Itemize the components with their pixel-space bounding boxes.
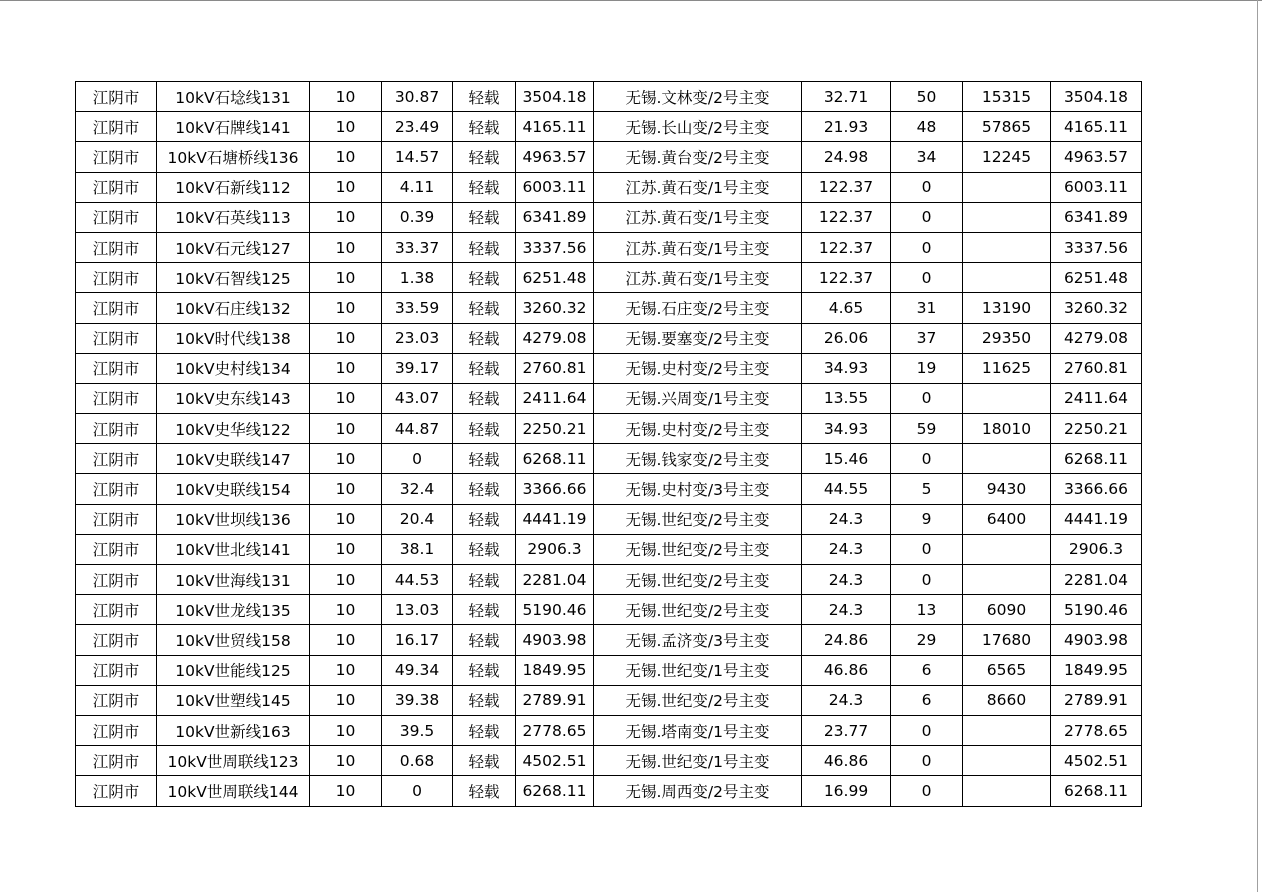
cell-count: 0 [891,776,963,806]
cell-load-rate: 0.39 [382,202,453,232]
table-row [76,474,1142,504]
cell-feeder-name: 10kV世塑线145 [157,685,310,715]
cell-value-a: 4963.57 [516,142,594,172]
cell-substation-transformer: 无锡.史村变/2号主变 [594,414,802,444]
cell-capacity: 6090 [963,595,1051,625]
cell-feeder-name: 10kV世龙线135 [157,595,310,625]
cell-feeder-name: 10kV世海线131 [157,565,310,595]
cell-count: 31 [891,293,963,323]
cell-load-status: 轻载 [453,353,516,383]
cell-voltage-kv: 10 [310,685,382,715]
cell-capacity [963,383,1051,413]
cell-value-b: 5190.46 [1051,595,1142,625]
table-row [76,353,1142,383]
cell-capacity: 6565 [963,655,1051,685]
cell-count: 0 [891,202,963,232]
cell-capacity: 11625 [963,353,1051,383]
cell-transformer-load: 16.99 [802,776,891,806]
cell-value-a: 4502.51 [516,746,594,776]
cell-value-b: 6268.11 [1051,776,1142,806]
cell-substation-transformer: 无锡.黄台变/2号主变 [594,142,802,172]
cell-count: 6 [891,655,963,685]
cell-city: 江阴市 [76,112,157,142]
cell-substation-transformer: 无锡.世纪变/1号主变 [594,746,802,776]
cell-transformer-load: 34.93 [802,414,891,444]
cell-transformer-load: 46.86 [802,746,891,776]
cell-value-b: 4903.98 [1051,625,1142,655]
cell-substation-transformer: 无锡.钱家变/2号主变 [594,444,802,474]
cell-voltage-kv: 10 [310,474,382,504]
table-row [76,534,1142,564]
cell-value-b: 1849.95 [1051,655,1142,685]
cell-load-rate: 16.17 [382,625,453,655]
cell-value-a: 1849.95 [516,655,594,685]
cell-load-rate: 39.38 [382,685,453,715]
cell-transformer-load: 46.86 [802,655,891,685]
cell-substation-transformer: 无锡.长山变/2号主变 [594,112,802,142]
cell-feeder-name: 10kV史联线154 [157,474,310,504]
cell-count: 0 [891,746,963,776]
cell-value-b: 6268.11 [1051,444,1142,474]
cell-voltage-kv: 10 [310,142,382,172]
cell-value-b: 2778.65 [1051,715,1142,745]
cell-voltage-kv: 10 [310,595,382,625]
cell-load-status: 轻载 [453,534,516,564]
cell-voltage-kv: 10 [310,263,382,293]
table-row [76,263,1142,293]
cell-city: 江阴市 [76,172,157,202]
table-row [76,504,1142,534]
cell-voltage-kv: 10 [310,414,382,444]
cell-load-status: 轻载 [453,715,516,745]
cell-transformer-load: 13.55 [802,383,891,413]
cell-substation-transformer: 无锡.世纪变/2号主变 [594,534,802,564]
cell-value-b: 3337.56 [1051,232,1142,262]
cell-load-rate: 44.87 [382,414,453,444]
cell-load-rate: 0 [382,444,453,474]
table-body [76,82,1142,807]
cell-transformer-load: 122.37 [802,263,891,293]
cell-load-rate: 30.87 [382,82,453,112]
cell-value-a: 2411.64 [516,383,594,413]
cell-transformer-load: 24.3 [802,685,891,715]
cell-city: 江阴市 [76,474,157,504]
cell-feeder-name: 10kV史村线134 [157,353,310,383]
cell-count: 0 [891,565,963,595]
table-row [76,565,1142,595]
cell-feeder-name: 10kV史华线122 [157,414,310,444]
cell-feeder-name: 10kV石英线113 [157,202,310,232]
cell-count: 0 [891,715,963,745]
cell-voltage-kv: 10 [310,655,382,685]
cell-value-a: 4165.11 [516,112,594,142]
cell-capacity: 57865 [963,112,1051,142]
cell-value-b: 3260.32 [1051,293,1142,323]
cell-city: 江阴市 [76,565,157,595]
cell-city: 江阴市 [76,655,157,685]
table-row [76,323,1142,353]
cell-voltage-kv: 10 [310,565,382,595]
cell-value-a: 2760.81 [516,353,594,383]
cell-value-b: 6341.89 [1051,202,1142,232]
cell-city: 江阴市 [76,232,157,262]
cell-city: 江阴市 [76,353,157,383]
cell-transformer-load: 26.06 [802,323,891,353]
table-row [76,202,1142,232]
cell-transformer-load: 24.3 [802,595,891,625]
data-table [75,81,1142,807]
cell-voltage-kv: 10 [310,625,382,655]
cell-count: 50 [891,82,963,112]
cell-load-rate: 43.07 [382,383,453,413]
cell-voltage-kv: 10 [310,323,382,353]
cell-feeder-name: 10kV石新线112 [157,172,310,202]
cell-voltage-kv: 10 [310,202,382,232]
cell-count: 0 [891,172,963,202]
cell-value-a: 3337.56 [516,232,594,262]
page-right-border [1257,0,1258,892]
cell-substation-transformer: 无锡.史村变/2号主变 [594,353,802,383]
cell-value-b: 2789.91 [1051,685,1142,715]
table-row [76,655,1142,685]
cell-city: 江阴市 [76,685,157,715]
cell-substation-transformer: 无锡.世纪变/1号主变 [594,655,802,685]
table-row [76,232,1142,262]
table-row [76,595,1142,625]
cell-substation-transformer: 无锡.塔南变/1号主变 [594,715,802,745]
cell-load-status: 轻载 [453,444,516,474]
cell-city: 江阴市 [76,414,157,444]
cell-transformer-load: 122.37 [802,232,891,262]
table-row [76,172,1142,202]
cell-load-rate: 23.03 [382,323,453,353]
cell-load-rate: 49.34 [382,655,453,685]
cell-capacity [963,534,1051,564]
table-row [76,142,1142,172]
cell-feeder-name: 10kV世周联线123 [157,746,310,776]
cell-count: 0 [891,263,963,293]
cell-feeder-name: 10kV世能线125 [157,655,310,685]
cell-count: 9 [891,504,963,534]
cell-feeder-name: 10kV史东线143 [157,383,310,413]
cell-city: 江阴市 [76,595,157,625]
cell-load-status: 轻载 [453,595,516,625]
cell-capacity: 15315 [963,82,1051,112]
cell-value-a: 6003.11 [516,172,594,202]
cell-load-rate: 1.38 [382,263,453,293]
cell-load-status: 轻载 [453,474,516,504]
cell-voltage-kv: 10 [310,776,382,806]
cell-load-status: 轻载 [453,776,516,806]
cell-transformer-load: 24.3 [802,504,891,534]
cell-value-b: 2906.3 [1051,534,1142,564]
cell-load-status: 轻载 [453,112,516,142]
cell-load-status: 轻载 [453,142,516,172]
cell-feeder-name: 10kV石智线125 [157,263,310,293]
cell-capacity [963,565,1051,595]
cell-voltage-kv: 10 [310,746,382,776]
cell-city: 江阴市 [76,625,157,655]
cell-transformer-load: 4.65 [802,293,891,323]
cell-substation-transformer: 无锡.世纪变/2号主变 [594,565,802,595]
cell-city: 江阴市 [76,746,157,776]
cell-transformer-load: 24.98 [802,142,891,172]
cell-feeder-name: 10kV石塘桥线136 [157,142,310,172]
cell-substation-transformer: 无锡.史村变/3号主变 [594,474,802,504]
cell-substation-transformer: 无锡.世纪变/2号主变 [594,685,802,715]
cell-load-status: 轻载 [453,565,516,595]
cell-value-b: 3504.18 [1051,82,1142,112]
cell-load-status: 轻载 [453,232,516,262]
cell-count: 0 [891,444,963,474]
cell-city: 江阴市 [76,504,157,534]
cell-substation-transformer: 无锡.石庄变/2号主变 [594,293,802,323]
cell-voltage-kv: 10 [310,504,382,534]
cell-value-a: 2778.65 [516,715,594,745]
cell-voltage-kv: 10 [310,444,382,474]
table-row [76,715,1142,745]
cell-city: 江阴市 [76,202,157,232]
cell-substation-transformer: 无锡.世纪变/2号主变 [594,504,802,534]
cell-voltage-kv: 10 [310,383,382,413]
cell-voltage-kv: 10 [310,232,382,262]
cell-value-b: 4279.08 [1051,323,1142,353]
cell-substation-transformer: 无锡.要塞变/2号主变 [594,323,802,353]
cell-count: 37 [891,323,963,353]
cell-count: 59 [891,414,963,444]
cell-capacity: 29350 [963,323,1051,353]
cell-capacity: 18010 [963,414,1051,444]
cell-value-a: 3260.32 [516,293,594,323]
cell-transformer-load: 21.93 [802,112,891,142]
cell-value-b: 2281.04 [1051,565,1142,595]
cell-city: 江阴市 [76,82,157,112]
cell-substation-transformer: 无锡.文林变/2号主变 [594,82,802,112]
cell-load-status: 轻载 [453,414,516,444]
cell-city: 江阴市 [76,534,157,564]
cell-value-a: 2906.3 [516,534,594,564]
cell-value-b: 6003.11 [1051,172,1142,202]
cell-city: 江阴市 [76,142,157,172]
table-row [76,414,1142,444]
cell-substation-transformer: 无锡.兴周变/1号主变 [594,383,802,413]
cell-load-status: 轻载 [453,655,516,685]
cell-value-a: 4903.98 [516,625,594,655]
cell-load-rate: 4.11 [382,172,453,202]
cell-value-a: 6268.11 [516,776,594,806]
cell-load-status: 轻载 [453,263,516,293]
cell-substation-transformer: 江苏.黄石变/1号主变 [594,263,802,293]
cell-feeder-name: 10kV石元线127 [157,232,310,262]
cell-load-rate: 33.59 [382,293,453,323]
cell-load-status: 轻载 [453,202,516,232]
cell-value-b: 3366.66 [1051,474,1142,504]
cell-load-rate: 23.49 [382,112,453,142]
cell-value-a: 5190.46 [516,595,594,625]
cell-load-status: 轻载 [453,323,516,353]
cell-capacity: 13190 [963,293,1051,323]
cell-feeder-name: 10kV石庄线132 [157,293,310,323]
cell-voltage-kv: 10 [310,293,382,323]
cell-count: 0 [891,383,963,413]
cell-load-status: 轻载 [453,172,516,202]
cell-value-a: 3504.18 [516,82,594,112]
table-row [76,685,1142,715]
cell-transformer-load: 24.3 [802,534,891,564]
cell-value-a: 4441.19 [516,504,594,534]
cell-city: 江阴市 [76,263,157,293]
cell-load-rate: 44.53 [382,565,453,595]
cell-substation-transformer: 无锡.世纪变/2号主变 [594,595,802,625]
cell-feeder-name: 10kV世坝线136 [157,504,310,534]
cell-substation-transformer: 江苏.黄石变/1号主变 [594,202,802,232]
cell-capacity [963,232,1051,262]
cell-count: 29 [891,625,963,655]
cell-voltage-kv: 10 [310,534,382,564]
cell-value-a: 6268.11 [516,444,594,474]
cell-load-rate: 20.4 [382,504,453,534]
cell-count: 6 [891,685,963,715]
cell-city: 江阴市 [76,293,157,323]
cell-load-rate: 32.4 [382,474,453,504]
cell-load-rate: 13.03 [382,595,453,625]
cell-feeder-name: 10kV世周联线144 [157,776,310,806]
cell-transformer-load: 15.46 [802,444,891,474]
cell-feeder-name: 10kV世新线163 [157,715,310,745]
cell-feeder-name: 10kV石牌线141 [157,112,310,142]
cell-voltage-kv: 10 [310,715,382,745]
cell-feeder-name: 10kV史联线147 [157,444,310,474]
cell-load-status: 轻载 [453,383,516,413]
cell-transformer-load: 32.71 [802,82,891,112]
cell-feeder-name: 10kV世北线141 [157,534,310,564]
cell-substation-transformer: 江苏.黄石变/1号主变 [594,232,802,262]
cell-load-rate: 0.68 [382,746,453,776]
cell-transformer-load: 34.93 [802,353,891,383]
cell-count: 34 [891,142,963,172]
cell-value-a: 4279.08 [516,323,594,353]
cell-count: 5 [891,474,963,504]
cell-load-rate: 39.5 [382,715,453,745]
cell-city: 江阴市 [76,444,157,474]
cell-value-b: 6251.48 [1051,263,1142,293]
cell-value-b: 2760.81 [1051,353,1142,383]
cell-load-status: 轻载 [453,746,516,776]
cell-city: 江阴市 [76,383,157,413]
table-row [76,112,1142,142]
cell-transformer-load: 122.37 [802,172,891,202]
cell-capacity: 12245 [963,142,1051,172]
cell-transformer-load: 24.86 [802,625,891,655]
cell-value-a: 6341.89 [516,202,594,232]
table-row [76,293,1142,323]
cell-transformer-load: 24.3 [802,565,891,595]
cell-load-status: 轻载 [453,504,516,534]
cell-voltage-kv: 10 [310,353,382,383]
cell-load-status: 轻载 [453,685,516,715]
cell-load-rate: 33.37 [382,232,453,262]
table-row [76,383,1142,413]
cell-city: 江阴市 [76,715,157,745]
cell-value-a: 6251.48 [516,263,594,293]
cell-capacity [963,715,1051,745]
cell-feeder-name: 10kV石埝线131 [157,82,310,112]
cell-value-a: 2281.04 [516,565,594,595]
cell-capacity [963,776,1051,806]
cell-value-a: 2250.21 [516,414,594,444]
cell-city: 江阴市 [76,776,157,806]
table-row [76,746,1142,776]
cell-value-a: 3366.66 [516,474,594,504]
cell-value-b: 4963.57 [1051,142,1142,172]
cell-voltage-kv: 10 [310,82,382,112]
cell-capacity [963,172,1051,202]
cell-load-status: 轻载 [453,293,516,323]
cell-capacity: 9430 [963,474,1051,504]
cell-count: 13 [891,595,963,625]
cell-capacity: 8660 [963,685,1051,715]
cell-count: 0 [891,534,963,564]
cell-city: 江阴市 [76,323,157,353]
cell-voltage-kv: 10 [310,172,382,202]
cell-voltage-kv: 10 [310,112,382,142]
cell-capacity: 17680 [963,625,1051,655]
cell-count: 48 [891,112,963,142]
cell-value-b: 2411.64 [1051,383,1142,413]
cell-count: 19 [891,353,963,383]
cell-capacity [963,444,1051,474]
cell-transformer-load: 23.77 [802,715,891,745]
table-row [76,444,1142,474]
cell-substation-transformer: 无锡.周西变/2号主变 [594,776,802,806]
cell-capacity: 6400 [963,504,1051,534]
cell-load-rate: 14.57 [382,142,453,172]
cell-transformer-load: 122.37 [802,202,891,232]
cell-feeder-name: 10kV世贸线158 [157,625,310,655]
cell-value-a: 2789.91 [516,685,594,715]
table-row [76,625,1142,655]
cell-capacity [963,202,1051,232]
cell-count: 0 [891,232,963,262]
cell-load-rate: 39.17 [382,353,453,383]
table-row [76,82,1142,112]
cell-substation-transformer: 无锡.孟济变/3号主变 [594,625,802,655]
cell-transformer-load: 44.55 [802,474,891,504]
cell-capacity [963,746,1051,776]
cell-load-status: 轻载 [453,82,516,112]
table-row [76,776,1142,806]
cell-load-rate: 38.1 [382,534,453,564]
page-top-border [0,0,1262,1]
cell-value-b: 4441.19 [1051,504,1142,534]
cell-value-b: 2250.21 [1051,414,1142,444]
cell-feeder-name: 10kV时代线138 [157,323,310,353]
cell-value-b: 4165.11 [1051,112,1142,142]
cell-substation-transformer: 江苏.黄石变/1号主变 [594,172,802,202]
cell-load-status: 轻载 [453,625,516,655]
cell-load-rate: 0 [382,776,453,806]
cell-value-b: 4502.51 [1051,746,1142,776]
cell-capacity [963,263,1051,293]
